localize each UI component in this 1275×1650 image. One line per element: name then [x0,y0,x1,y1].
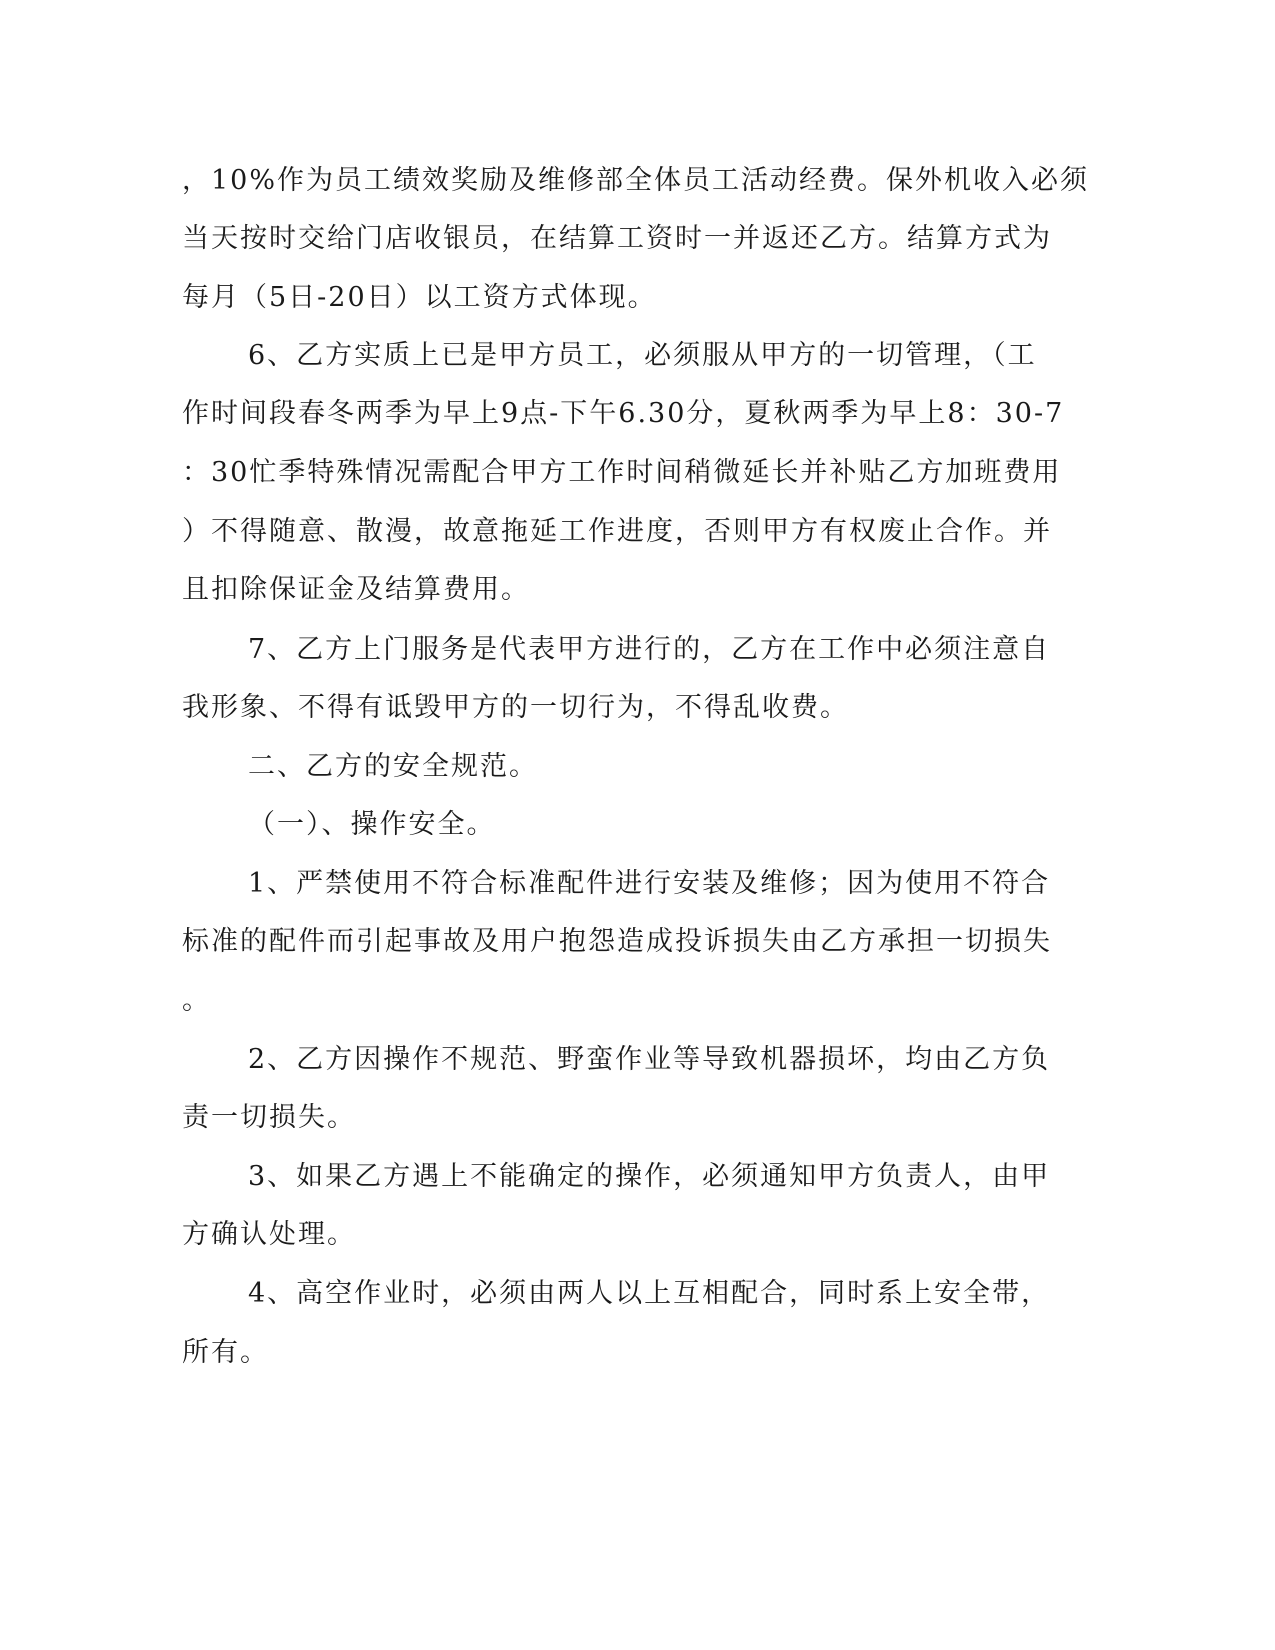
text-line: 7、乙方上门服务是代表甲方进行的，乙方在工作中必须注意自 [248,634,1051,665]
text-line: 责一切损失。 [182,1102,356,1133]
section-heading: 二、乙方的安全规范。 [248,751,538,782]
text-line: ，10%作为员工绩效奖励及维修部全体员工活动经费。保外机收入必须 [182,165,1090,196]
text-line: 当天按时交给门店收银员，在结算工资时一并返还乙方。结算方式为 [182,223,1052,254]
text-line: 4、高空作业时，必须由两人以上互相配合，同时系上安全带， [248,1278,1051,1309]
text-line: 方确认处理。 [182,1219,356,1250]
text-line: 且扣除保证金及结算费用。 [182,574,530,605]
text-line: 1、严禁使用不符合标准配件进行安装及维修；因为使用不符合 [248,868,1051,899]
text-line: 。 [182,985,211,1016]
subsection-heading: （一）、操作安全。 [248,809,496,840]
text-line: 2、乙方因操作不规范、野蛮作业等导致机器损坏，均由乙方负 [248,1044,1051,1075]
text-line: 作时间段春冬两季为早上9点-下午6.30分，夏秋两季为早上8：30-7 [182,398,1065,429]
text-line: 标准的配件而引起事故及用户抱怨造成投诉损失由乙方承担一切损失 [182,926,1052,957]
text-line: 3、如果乙方遇上不能确定的操作，必须通知甲方负责人，由甲 [248,1161,1051,1192]
text-line: 所有。 [182,1337,269,1368]
text-line: 6、乙方实质上已是甲方员工，必须服从甲方的一切管理，（工 [248,340,1037,371]
text-line: ：30忙季特殊情况需配合甲方工作时间稍微延长并补贴乙方加班费用 [182,457,1062,488]
text-line: 我形象、不得有诋毁甲方的一切行为，不得乱收费。 [182,692,849,723]
text-line: 每月（5日-20日）以工资方式体现。 [182,282,657,313]
text-line: ）不得随意、散漫，故意拖延工作进度，否则甲方有权废止合作。并 [182,516,1052,547]
